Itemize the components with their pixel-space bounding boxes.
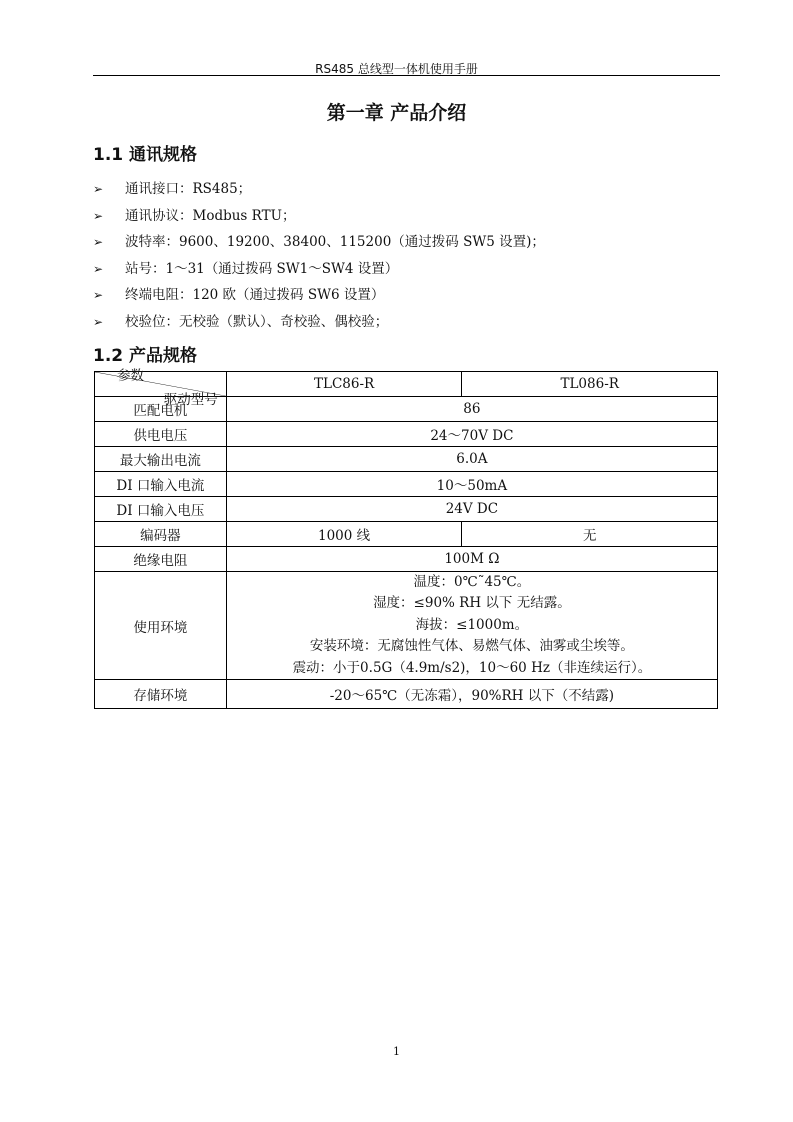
row-label: 使用环境 (95, 572, 227, 680)
table-row (95, 522, 718, 547)
arrow-bullet-icon: ➢ (93, 208, 104, 223)
arrow-bullet-icon: ➢ (93, 288, 104, 303)
row-value: 24V DC (226, 497, 717, 522)
corner-label-param: 参数 (117, 368, 144, 384)
row-label: DI 口输入电压 (95, 497, 227, 522)
row-value: -20～65℃（无冻霜），90%RH 以下（不结露) (226, 680, 717, 709)
row-value: 100M Ω (226, 547, 717, 572)
table-row (95, 680, 718, 709)
row-value: 1000 线 (226, 522, 462, 547)
list-item (93, 203, 545, 230)
header-divider (93, 75, 720, 76)
list-item (93, 309, 545, 336)
table-row (95, 497, 718, 522)
table-row (95, 422, 718, 447)
env-line: 温度：0℃˜45℃。 (413, 574, 531, 590)
table-row (95, 447, 718, 472)
list-item-text: 通讯接口：RS485； (125, 181, 252, 197)
model-header-cell: TLC86-R (226, 372, 462, 397)
table-row (95, 472, 718, 497)
model-header-cell: TL086-R (462, 372, 718, 397)
row-label: 最大输出电流 (95, 447, 227, 472)
list-item-text: 站号：1～31（通过拨码 SW1～SW4 设置） (125, 260, 399, 277)
row-value: 86 (226, 397, 717, 422)
list-item (93, 282, 545, 309)
env-line: 海拔：≤1000m。 (415, 616, 529, 633)
arrow-bullet-icon: ➢ (93, 182, 104, 196)
row-label: 匹配电机 (95, 397, 227, 422)
row-label: 供电电压 (95, 422, 227, 447)
chapter-title: 第一章 产品介绍 (326, 102, 467, 124)
table-header-row (95, 372, 718, 397)
arrow-bullet-icon: ➢ (93, 314, 104, 329)
list-item-text: 通讯协议：Modbus RTU； (125, 207, 296, 224)
header-title: RS485 总线型一体机使用手册 (315, 62, 478, 76)
list-item-text: 波特率：9600、19200、38400、115200（通过拨码 SW5 设置)； (125, 234, 545, 251)
row-label: 编码器 (95, 522, 227, 547)
list-item (93, 229, 545, 256)
table-corner-cell (95, 368, 227, 408)
list-item-text: 校验位：无校验（默认）、奇校验、偶校验； (125, 313, 389, 330)
section-heading-communication: 1.1 通讯规格 (93, 145, 198, 165)
env-line: 震动：小于0.5G（4.9m/s2)，10～60 Hz（非连续运行）。 (292, 659, 652, 676)
row-value: 10～50mA (226, 472, 717, 497)
usage-environment-cell (226, 572, 717, 680)
row-value: 无 (462, 522, 718, 547)
table-row (95, 572, 718, 680)
row-label: 存储环境 (95, 680, 227, 709)
communication-spec-list (93, 176, 545, 336)
table-row (95, 547, 718, 572)
row-value: 24～70V DC (226, 422, 717, 447)
corner-label-model: 驱动型号 (163, 392, 218, 408)
env-line: 安装环境：无腐蚀性气体、易燃气体、油雾或尘埃等。 (309, 638, 634, 655)
arrow-bullet-icon: ➢ (93, 235, 104, 250)
section-heading-product-spec: 1.2 产品规格 (93, 346, 198, 366)
list-item (93, 256, 545, 283)
env-line: 湿度：≤90% RH 以下 无结露。 (373, 595, 571, 612)
row-label: 绝缘电阻 (95, 547, 227, 572)
list-item-text: 终端电阻：120 欧（通过拨码 SW6 设置） (125, 287, 385, 304)
page-number: 1 (393, 1045, 400, 1058)
row-label: DI 口输入电流 (95, 472, 227, 497)
product-spec-table (94, 368, 718, 709)
list-item (93, 176, 545, 203)
row-value: 6.0A (226, 447, 717, 472)
arrow-bullet-icon: ➢ (93, 261, 104, 276)
